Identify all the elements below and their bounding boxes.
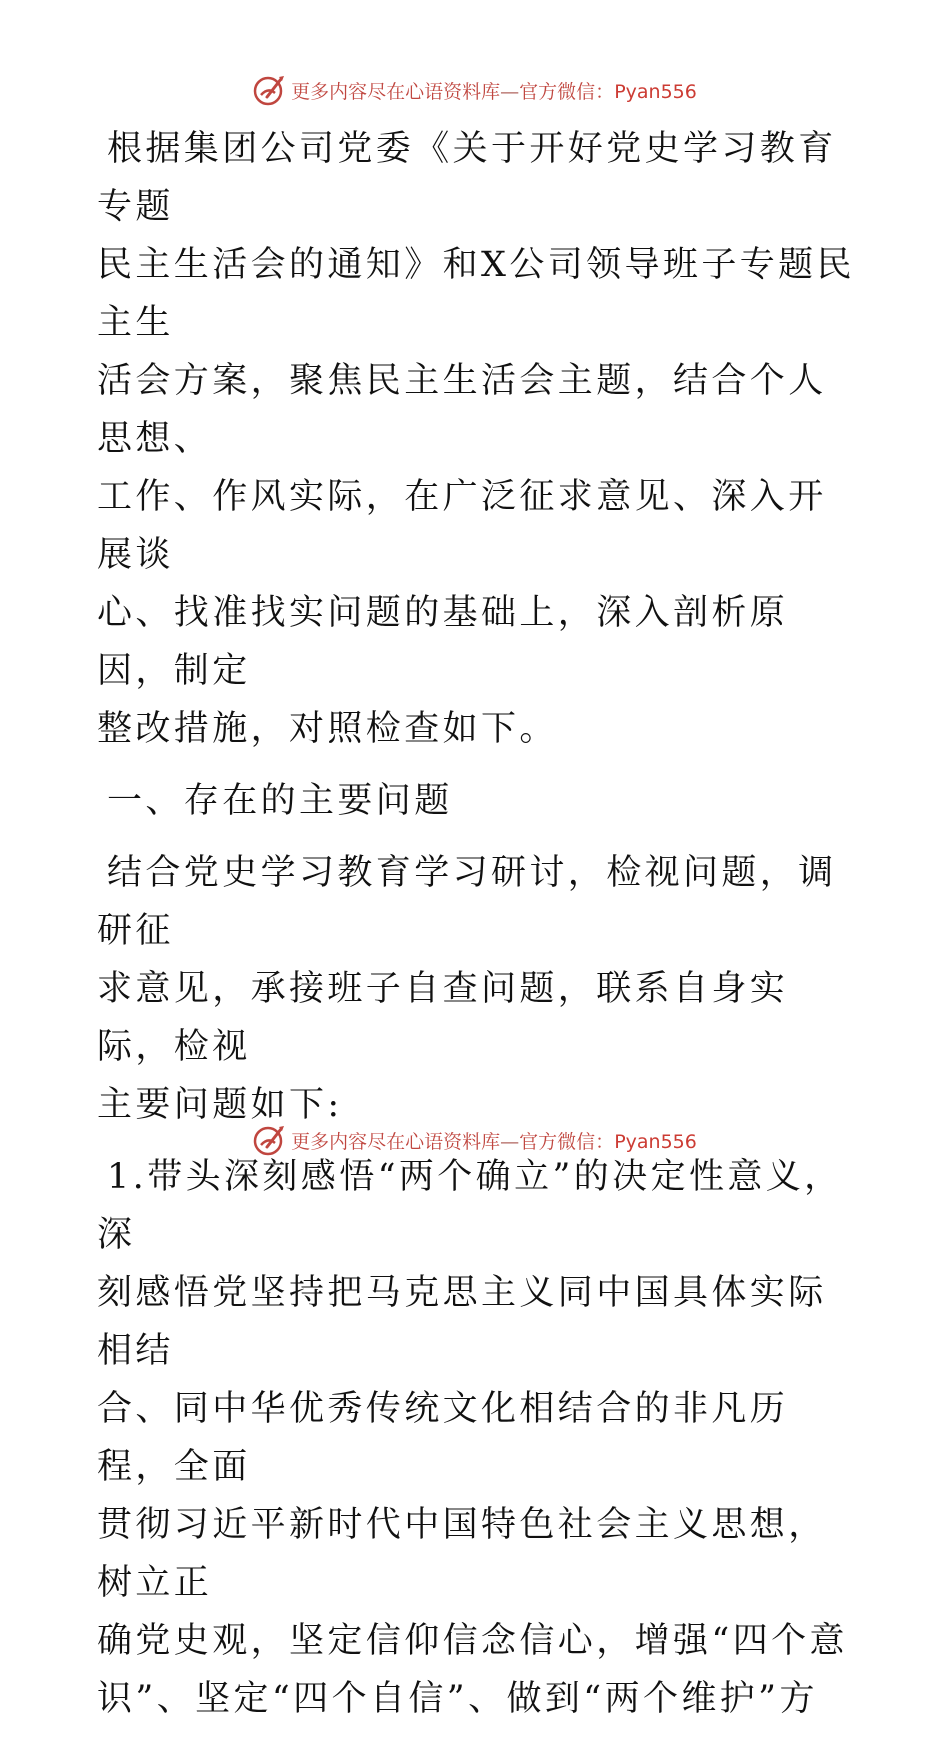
section-heading: 一、存在的主要问题 xyxy=(107,781,453,821)
watermark-text: 更多内容尽在心语资料库—官方微信：Pyan556 xyxy=(291,80,697,103)
book-pen-logo-icon xyxy=(253,1123,287,1157)
section-intro-paragraph: 结合党史学习教育学习研讨，检视问题，调研征 求意见，承接班子自查问题，联系自身实际，检视 主要问题如下: xyxy=(97,853,837,1125)
header-watermark-banner xyxy=(0,70,950,110)
book-pen-logo-icon xyxy=(253,73,287,107)
watermark-text: 更多内容尽在心语资料库—官方微信：Pyan556 xyxy=(291,1130,697,1153)
footer-watermark-banner xyxy=(0,1120,950,1160)
document-body xyxy=(97,120,857,1742)
intro-paragraph: 根据集团公司党委《关于开好党史学习教育专题 民主生活会的通知》和X公司领导班子专题民主生 活会方案，聚焦民主生活会主题，结合个人思想、 工作、作风实际，在广泛征求意见、深入开展谈 心、找准找实问题的基础上，深入剖析原因，制定 整改措施，对照检查如下。 xyxy=(97,129,855,749)
item-1-paragraph: 1.带头深刻感悟“两个确立”的决定性意义，深 刻感悟党坚持把马克思主义同中国具体实际相结 合、同中华优秀传统文化相结合的非凡历程，全面 贯彻习近平新时代中国特色社会主义思想，树立正 确党史观，坚定信仰信念信心，增强“四个意 识”、坚定“四个自信”、做到“两个维护”方 xyxy=(97,1157,848,1719)
